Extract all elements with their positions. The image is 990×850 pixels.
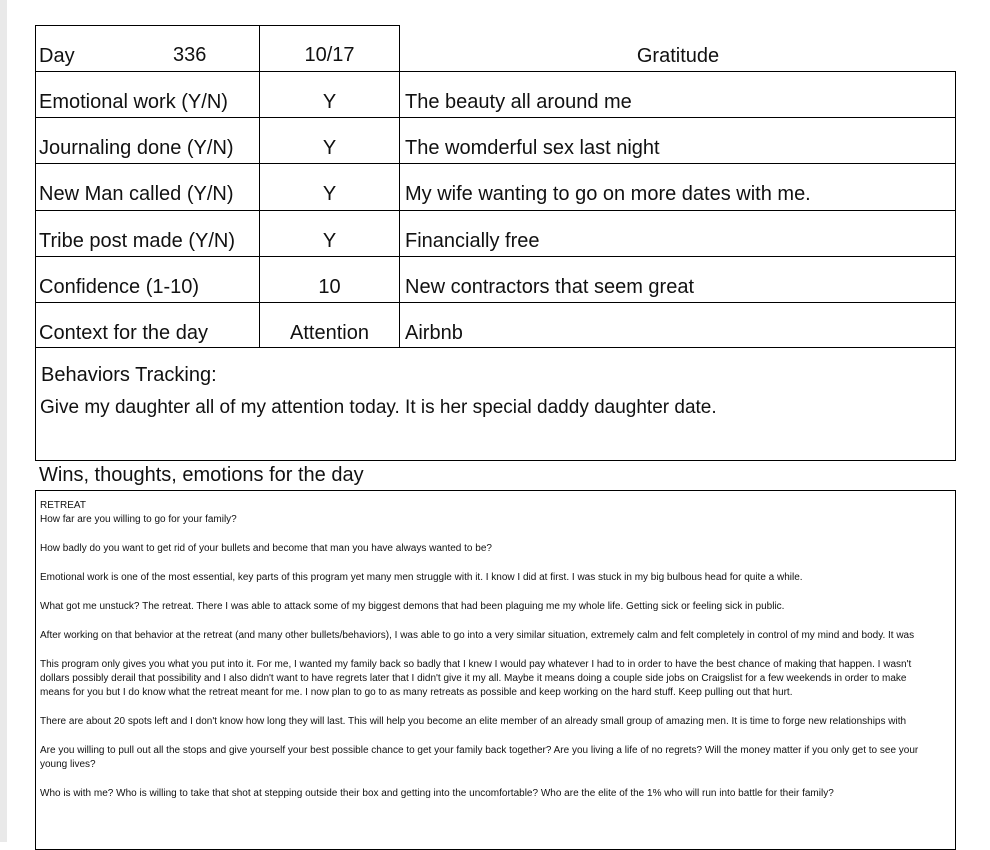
row-gratitude: The womderful sex last night (405, 136, 660, 159)
wins-line: There are about 20 spots left and I don't know how long they will last. This will help you become an elite member of an already small group of amazing men. It is time to forge new relationships with (40, 716, 907, 727)
row-label: Journaling done (Y/N) (39, 136, 234, 159)
row-value: Attention (290, 321, 369, 344)
row-gratitude: My wife wanting to go on more dates with me. (405, 183, 811, 205)
row-label: New Man called (Y/N) (39, 183, 234, 205)
wins-line: dollars possibly derail that possibility and I also didn't want to have regrets later that I didn't give it my all. Maybe it means doing a couple side jobs on Craigslist for a few weekends in order to make (40, 673, 907, 684)
row-label-cell (35, 71, 260, 118)
row-gratitude: The beauty all around me (405, 90, 632, 113)
row-gratitude: New contractors that seem great (405, 275, 695, 298)
row-gratitude-cell (399, 256, 956, 303)
row-value: Y (322, 136, 337, 159)
row-label: Confidence (1-10) (39, 275, 200, 298)
wins-title: Wins, thoughts, emotions for the day (39, 464, 364, 486)
row-gratitude-cell (399, 163, 956, 211)
row-label-cell (35, 302, 260, 349)
row-label: Tribe post made (Y/N) (39, 229, 235, 252)
row-label-cell (35, 210, 260, 257)
wins-line: Emotional work is one of the most essential, key parts of this program yet many men struggle with it. I know I did at first. I was stuck in my big bulbous head for quite a while. (40, 572, 803, 583)
wins-line: means for you but I do know what the retreat meant for me. I now plan to go to as many retreats as possible and keep working on the hard stuff. Keep pulling out that hurt. (40, 687, 793, 698)
row-value: Y (322, 90, 337, 113)
wins-line: RETREAT (40, 500, 86, 511)
behaviors-box (35, 347, 956, 461)
wins-line: Are you willing to pull out all the stops and give yourself your best possible chance to get your family back together? Are you living a life of no regrets? Will the money matter if you only get to see your (40, 745, 919, 756)
row-value: Y (322, 183, 337, 205)
row-label: Context for the day (39, 321, 208, 344)
row-label-cell (35, 117, 260, 164)
wins-text-box (35, 490, 956, 850)
row-value-cell (259, 302, 400, 349)
left-margin-strip (0, 0, 7, 842)
behaviors-text: Give my daughter all of my attention today. It is her special daddy daughter date. (40, 397, 717, 418)
row-label-cell (35, 163, 260, 211)
row-value-cell (259, 117, 400, 164)
date-value: 10/17 (304, 44, 355, 66)
wins-line: young lives? (40, 759, 96, 770)
gratitude-header: Gratitude (636, 45, 720, 67)
row-value-cell (259, 71, 400, 118)
wins-line: How badly do you want to get rid of your bullets and become that man you have always wanted to be? (40, 543, 492, 554)
row-gratitude-cell (399, 302, 956, 349)
wins-line: This program only gives you what you put into it. For me, I wanted my family back so badly that I knew I would pay whatever I had to in order to have the best chance of making that happen. I wasn't (40, 659, 912, 670)
row-label: Emotional work (Y/N) (39, 90, 228, 113)
row-label-cell (35, 256, 260, 303)
day-label: Day (39, 45, 75, 67)
row-gratitude-cell (399, 210, 956, 257)
behaviors-title: Behaviors Tracking: (41, 364, 217, 386)
row-value-cell (259, 163, 400, 211)
row-value: Y (322, 229, 337, 252)
wins-line: What got me unstuck? The retreat. There I was able to attack some of my biggest demons that had been plaguing me my whole life. Getting sick or feeling sick in public. (40, 601, 785, 612)
wins-line: After working on that behavior at the retreat (and many other bullets/behaviors), I was able to go into a very similar situation, extremely calm and felt completely in control of my mind and body. It was (40, 630, 915, 641)
row-value-cell (259, 256, 400, 303)
header-date-cell (259, 25, 400, 72)
row-gratitude: Airbnb (405, 321, 463, 344)
row-gratitude-cell (399, 71, 956, 118)
wins-line: How far are you willing to go for your family? (40, 514, 237, 525)
row-gratitude-cell (399, 117, 956, 164)
day-number: 336 (173, 44, 207, 66)
row-value: 10 (318, 275, 341, 298)
row-value-cell (259, 210, 400, 257)
header-day-cell (35, 25, 260, 72)
row-gratitude: Financially free (405, 229, 540, 252)
wins-line: Who is with me? Who is willing to take that shot at stepping outside their box and getting into the uncomfortable? Who are the elite of the 1% who will run into battle for their family? (40, 788, 834, 799)
